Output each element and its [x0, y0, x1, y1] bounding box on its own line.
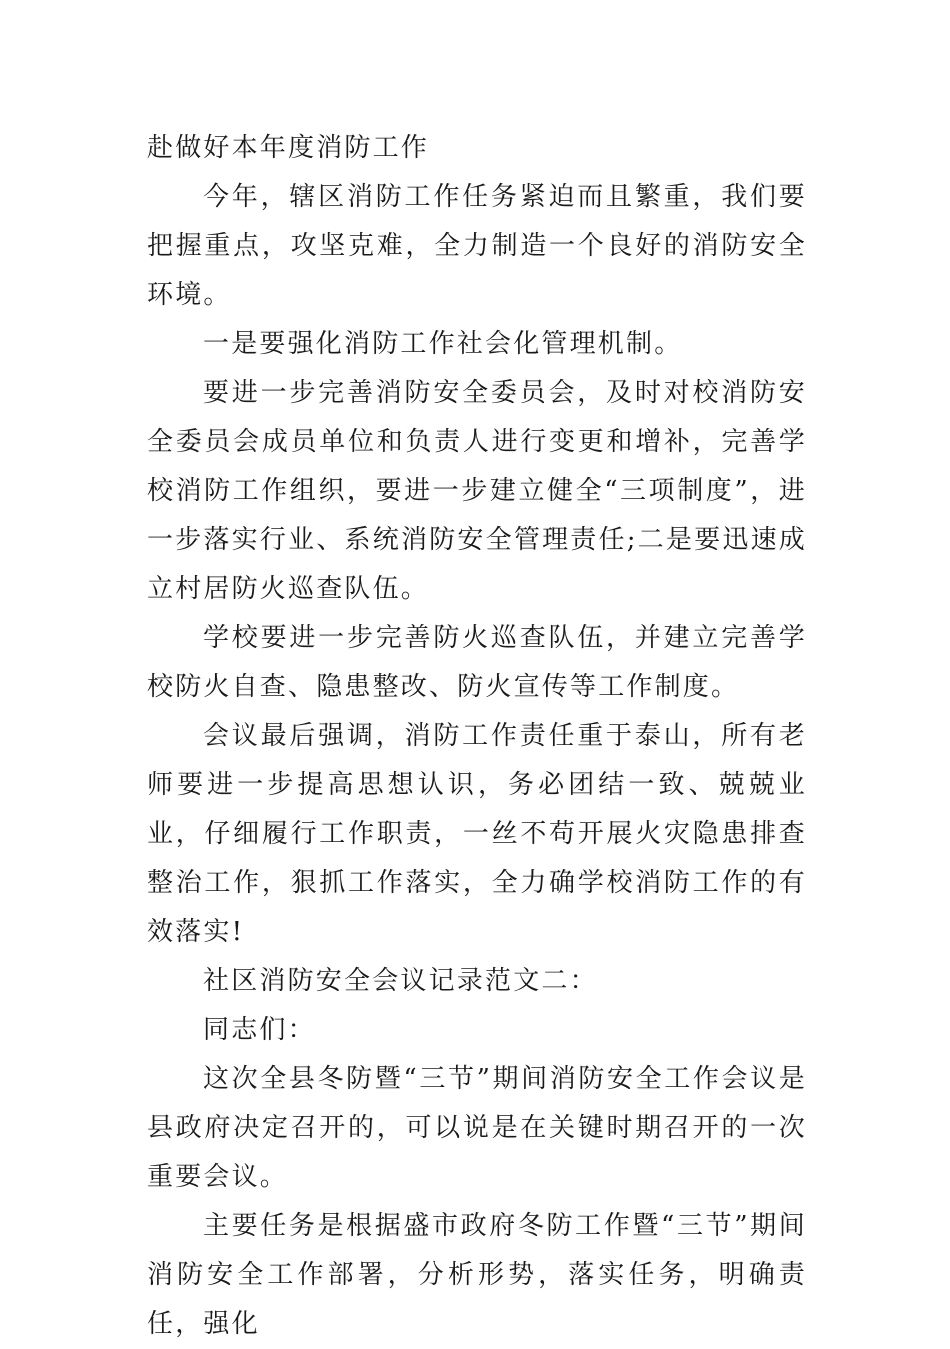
paragraph-point-one: 一是要强化消防工作社会化管理机制。 — [203, 329, 683, 359]
paragraph-continuation: 赴做好本年度消防工作 — [147, 133, 430, 163]
paragraph-main-tasks: 主要任务是根据盛市政府冬防工作暨“三节”期间消防安全工作部署，分析形势，落实任务，明确责任，强化 — [147, 1211, 807, 1339]
paragraph-conclusion: 会议最后强调，消防工作责任重于泰山，所有老师要进一步提高思想认识，务必团结一致、兢兢业业，仔细履行工作职责，一丝不苟开展火灾隐患排查整治工作，狠抓工作落实，全力确学校消防工作的有效落实! — [147, 721, 807, 947]
paragraph-committee: 要进一步完善消防安全委员会，及时对校消防安全委员会成员单位和负责人进行变更和增补，完善学校消防工作组织，要进一步建立健全“三项制度”，进一步落实行业、系统消防安全管理责任;二是要迅速成立村居防火巡查队伍。 — [147, 378, 807, 604]
paragraph-task-overview: 今年，辖区消防工作任务紧迫而且繁重，我们要把握重点，攻坚克难，全力制造一个良好的消防安全环境。 — [147, 182, 807, 310]
paragraph-meeting-intro: 这次全县冬防暨“三节”期间消防安全工作会议是县政府决定召开的，可以说是在关键时期召开的一次重要会议。 — [147, 1064, 807, 1192]
document-body — [147, 124, 807, 1349]
paragraph-patrol-team: 学校要进一步完善防火巡查队伍，并建立完善学校防火自查、隐患整改、防火宣传等工作制度。 — [147, 623, 807, 702]
salutation: 同志们： — [203, 1015, 316, 1045]
section-heading: 社区消防安全会议记录范文二： — [203, 966, 598, 996]
